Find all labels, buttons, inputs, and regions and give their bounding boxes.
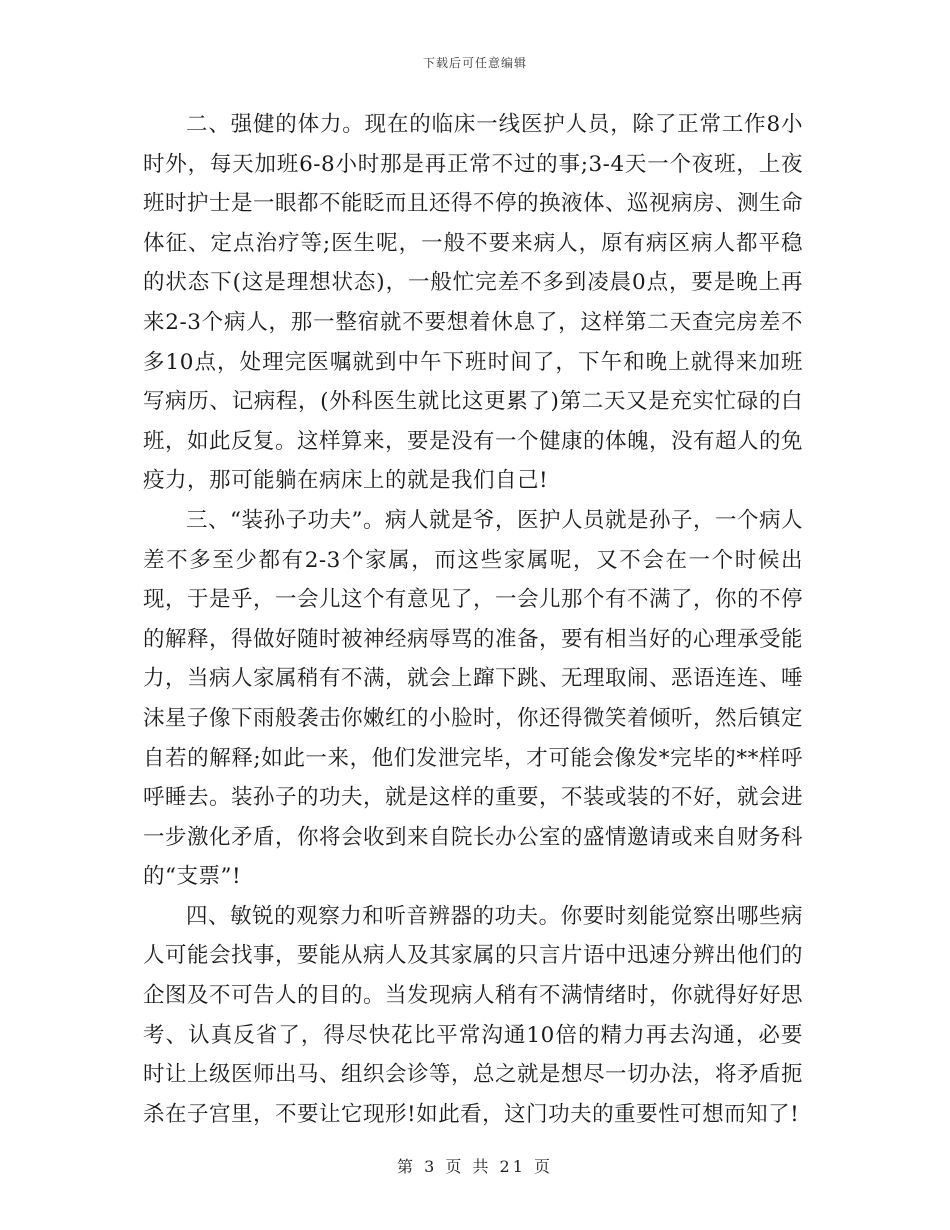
body-content	[143, 105, 803, 1134]
paragraph-observation-skill: 四、敏锐的观察力和听音辨器的功夫。你要时刻能觉察出哪些病人可能会找事，要能从病人及其家属的只言片语中迅速分辨出他们的企图及不可告人的目的。当发现病人稍有不满情绪时，你就得好好思考、认真反省了，得尽快花比平常沟通10倍的精力再去沟通，必要时让上级医师出马、组织会诊等，总之就是想尽一切办法，将矛盾扼杀在子宫里，不要让它现形!如此看，这门功夫的重要性可想而知了!	[143, 903, 804, 1127]
page-number-footer: 第 3 页 共 21 页	[397, 1157, 553, 1176]
paragraph-patience-skill: 三、“装孙子功夫”。病人就是爷，医护人员就是孙子，一个病人差不多至少都有2-3个家属，而这些家属呢，又不会在一个时候出现，于是乎，一会儿这个有意见了，一会儿那个有不满了，你的不停的解释，得做好随时被神经病辱骂的准备，要有相当好的心理承受能力，当病人家属稍有不满，就会上蹿下跳、无理取闹、恶语连连、唾沫星子像下雨般袭击你嫩红的小脸时，你还得微笑着倾听，然后镇定自若的解释;如此一来，他们发泄完毕，才可能会像发*完毕的**样呼呼睡去。装孙子的功夫，就是这样的重要，不装或装的不好，就会进一步激化矛盾，你将会收到来自院长办公室的盛情邀请或来自财务科的“支票”!	[143, 507, 804, 890]
header-note: 下载后可任意编辑	[422, 56, 527, 70]
paragraph-physical-strength: 二、强健的体力。现在的临床一线医护人员，除了正常工作8小时外，每天加班6-8小时那是再正常不过的事;3-4天一个夜班，上夜班时护士是一眼都不能眨而且还得不停的换液体、巡视病房、测生命体征、定点治疗等;医生呢，一般不要来病人，原有病区病人都平稳的状态下(这是理想状态)，一般忙完差不多到凌晨0点，要是晚上再来2-3个病人，那一整宿就不要想着休息了，这样第二天查完房差不多10点，处理完医嘱就到中午下班时间了，下午和晚上就得来加班写病历、记病程，(外科医生就比这更累了)第二天又是充实忙碌的白班，如此反复。这样算来，要是没有一个健康的体魄，没有超人的免疫力，那可能躺在病床上的就是我们自己!	[143, 112, 804, 494]
